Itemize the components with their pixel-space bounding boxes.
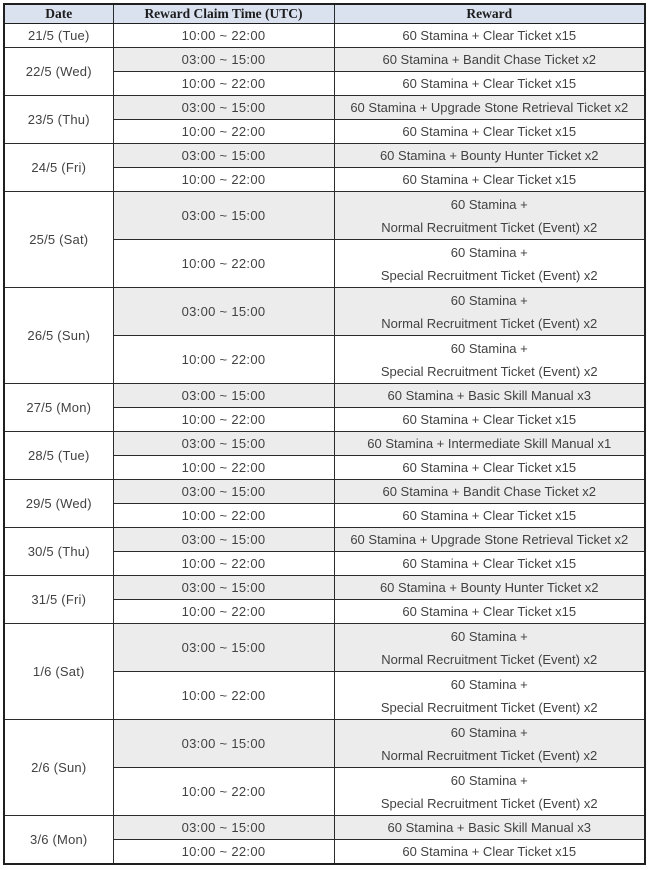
- reward-line: 60 Stamina + Clear Ticket x15: [402, 508, 577, 523]
- schedule-row: [4, 432, 645, 456]
- claim-time-cell: 10:00 ~ 22:00: [113, 840, 334, 865]
- schedule-row: [4, 576, 645, 600]
- header-claim-time: Reward Claim Time (UTC): [113, 4, 334, 24]
- reward-cell: [334, 768, 645, 816]
- schedule-row: [4, 816, 645, 840]
- schedule-row: [4, 624, 645, 672]
- header-date: Date: [4, 4, 113, 24]
- reward-schedule-table: [3, 3, 646, 865]
- reward-line: 60 Stamina + Clear Ticket x15: [402, 124, 577, 139]
- schedule-row: [4, 288, 645, 336]
- date-cell: 3/6 (Mon): [4, 816, 113, 865]
- reward-line: 60 Stamina +: [450, 244, 528, 260]
- reward-cell: [334, 168, 645, 192]
- reward-line: 60 Stamina +: [450, 340, 528, 356]
- reward-cell: [334, 624, 645, 672]
- reward-line: 60 Stamina + Bandit Chase Ticket x2: [382, 484, 597, 499]
- reward-cell: [334, 408, 645, 432]
- claim-time-cell: 03:00 ~ 15:00: [113, 720, 334, 768]
- schedule-row: [4, 528, 645, 552]
- schedule-row: [4, 480, 645, 504]
- claim-time-cell: 03:00 ~ 15:00: [113, 192, 334, 240]
- reward-cell: [334, 96, 645, 120]
- date-cell: 25/5 (Sat): [4, 192, 113, 288]
- reward-cell: [334, 720, 645, 768]
- claim-time-cell: 10:00 ~ 22:00: [113, 240, 334, 288]
- schedule-row: [4, 384, 645, 408]
- reward-line: 60 Stamina + Clear Ticket x15: [402, 844, 577, 859]
- reward-line: 60 Stamina +: [450, 772, 528, 788]
- claim-time-cell: 10:00 ~ 22:00: [113, 768, 334, 816]
- schedule-row: [4, 24, 645, 48]
- claim-time-cell: 10:00 ~ 22:00: [113, 72, 334, 96]
- claim-time-cell: 10:00 ~ 22:00: [113, 456, 334, 480]
- reward-line: Normal Recruitment Ticket (Event) x2: [381, 315, 598, 331]
- claim-time-cell: 03:00 ~ 15:00: [113, 576, 334, 600]
- claim-time-cell: 10:00 ~ 22:00: [113, 408, 334, 432]
- schedule-row: [4, 192, 645, 240]
- reward-cell: [334, 192, 645, 240]
- claim-time-cell: 03:00 ~ 15:00: [113, 384, 334, 408]
- claim-time-cell: 10:00 ~ 22:00: [113, 336, 334, 384]
- reward-cell: [334, 72, 645, 96]
- claim-time-cell: 10:00 ~ 22:00: [113, 120, 334, 144]
- claim-time-cell: 10:00 ~ 22:00: [113, 504, 334, 528]
- reward-line: 60 Stamina +: [450, 292, 528, 308]
- reward-line: 60 Stamina + Upgrade Stone Retrieval Ticket x2: [350, 100, 629, 115]
- reward-line: 60 Stamina +: [450, 628, 528, 644]
- claim-time-cell: 10:00 ~ 22:00: [113, 24, 334, 48]
- reward-line: Special Recruitment Ticket (Event) x2: [380, 699, 598, 715]
- schedule-row: [4, 144, 645, 168]
- reward-cell: [334, 456, 645, 480]
- reward-cell: [334, 432, 645, 456]
- date-cell: 24/5 (Fri): [4, 144, 113, 192]
- date-cell: 1/6 (Sat): [4, 624, 113, 720]
- reward-cell: [334, 504, 645, 528]
- reward-line: 60 Stamina + Clear Ticket x15: [402, 604, 577, 619]
- claim-time-cell: 03:00 ~ 15:00: [113, 624, 334, 672]
- date-cell: 21/5 (Tue): [4, 24, 113, 48]
- date-cell: 29/5 (Wed): [4, 480, 113, 528]
- reward-line: Special Recruitment Ticket (Event) x2: [380, 795, 598, 811]
- reward-line: Normal Recruitment Ticket (Event) x2: [381, 747, 598, 763]
- reward-cell: [334, 24, 645, 48]
- reward-line: 60 Stamina +: [450, 676, 528, 692]
- date-cell: 30/5 (Thu): [4, 528, 113, 576]
- claim-time-cell: 10:00 ~ 22:00: [113, 168, 334, 192]
- reward-line: 60 Stamina + Intermediate Skill Manual x1: [367, 436, 612, 451]
- reward-cell: [334, 576, 645, 600]
- claim-time-cell: 03:00 ~ 15:00: [113, 816, 334, 840]
- schedule-row: [4, 96, 645, 120]
- reward-cell: [334, 672, 645, 720]
- reward-line: 60 Stamina + Basic Skill Manual x3: [387, 820, 591, 835]
- header-row: [4, 4, 645, 24]
- reward-line: 60 Stamina + Clear Ticket x15: [402, 556, 577, 571]
- claim-time-cell: 03:00 ~ 15:00: [113, 432, 334, 456]
- reward-line: 60 Stamina + Bounty Hunter Ticket x2: [379, 148, 599, 163]
- date-cell: 31/5 (Fri): [4, 576, 113, 624]
- reward-cell: [334, 840, 645, 865]
- reward-line: 60 Stamina + Clear Ticket x15: [402, 412, 577, 427]
- date-cell: 2/6 (Sun): [4, 720, 113, 816]
- date-cell: 23/5 (Thu): [4, 96, 113, 144]
- reward-line: 60 Stamina + Basic Skill Manual x3: [387, 388, 591, 403]
- reward-line: 60 Stamina +: [450, 724, 528, 740]
- table-body: [4, 24, 645, 865]
- reward-line: Normal Recruitment Ticket (Event) x2: [381, 651, 598, 667]
- date-cell: 27/5 (Mon): [4, 384, 113, 432]
- reward-cell: [334, 480, 645, 504]
- date-cell: 26/5 (Sun): [4, 288, 113, 384]
- date-cell: 22/5 (Wed): [4, 48, 113, 96]
- reward-cell: [334, 120, 645, 144]
- claim-time-cell: 10:00 ~ 22:00: [113, 600, 334, 624]
- claim-time-cell: 03:00 ~ 15:00: [113, 480, 334, 504]
- claim-time-cell: 03:00 ~ 15:00: [113, 528, 334, 552]
- reward-cell: [334, 144, 645, 168]
- reward-cell: [334, 528, 645, 552]
- date-cell: 28/5 (Tue): [4, 432, 113, 480]
- header-reward: Reward: [334, 4, 645, 24]
- reward-line: 60 Stamina + Clear Ticket x15: [402, 460, 577, 475]
- claim-time-cell: 03:00 ~ 15:00: [113, 144, 334, 168]
- reward-line: 60 Stamina + Upgrade Stone Retrieval Ticket x2: [350, 532, 629, 547]
- reward-cell: [334, 816, 645, 840]
- claim-time-cell: 03:00 ~ 15:00: [113, 288, 334, 336]
- reward-cell: [334, 288, 645, 336]
- reward-line: 60 Stamina +: [450, 196, 528, 212]
- claim-time-cell: 10:00 ~ 22:00: [113, 672, 334, 720]
- reward-line: 60 Stamina + Clear Ticket x15: [402, 172, 577, 187]
- reward-line: 60 Stamina + Clear Ticket x15: [402, 28, 577, 43]
- reward-cell: [334, 336, 645, 384]
- reward-cell: [334, 384, 645, 408]
- reward-cell: [334, 600, 645, 624]
- reward-line: Normal Recruitment Ticket (Event) x2: [381, 219, 598, 235]
- claim-time-cell: 03:00 ~ 15:00: [113, 96, 334, 120]
- claim-time-cell: 10:00 ~ 22:00: [113, 552, 334, 576]
- reward-line: 60 Stamina + Bandit Chase Ticket x2: [382, 52, 597, 67]
- reward-cell: [334, 48, 645, 72]
- reward-line: Special Recruitment Ticket (Event) x2: [380, 363, 598, 379]
- schedule-row: [4, 48, 645, 72]
- claim-time-cell: 03:00 ~ 15:00: [113, 48, 334, 72]
- reward-cell: [334, 240, 645, 288]
- reward-line: 60 Stamina + Bounty Hunter Ticket x2: [379, 580, 599, 595]
- reward-line: 60 Stamina + Clear Ticket x15: [402, 76, 577, 91]
- schedule-row: [4, 720, 645, 768]
- reward-line: Special Recruitment Ticket (Event) x2: [380, 267, 598, 283]
- reward-cell: [334, 552, 645, 576]
